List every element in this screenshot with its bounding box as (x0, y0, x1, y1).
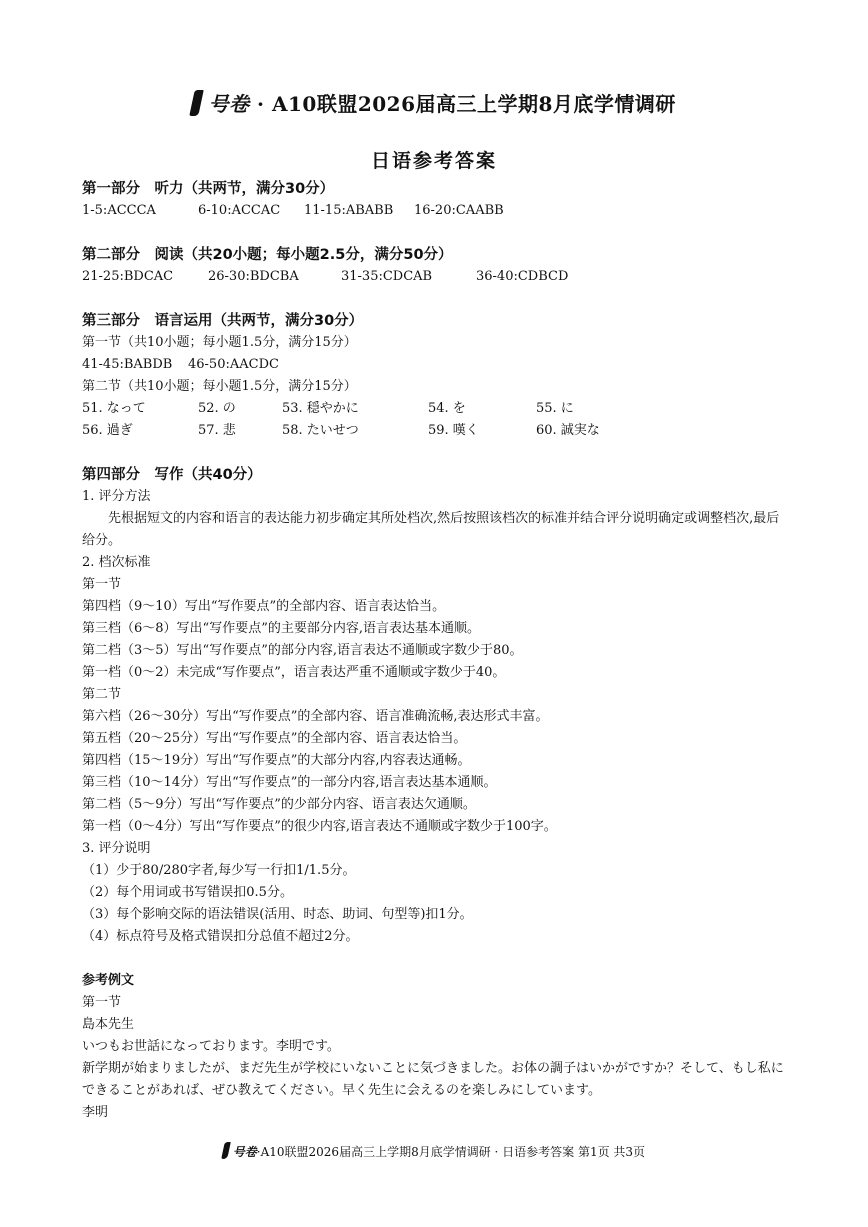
example-line1: いつもお世話になっております。李明です。 (82, 1039, 340, 1054)
level-item: 第一档（0～4分）写出“写作要点”的很少内容,语言表达不通顺或字数少于100字。 (82, 819, 557, 834)
answer-group: 41-45:BABDB (82, 357, 173, 372)
standard-section2-label: 第二节 (82, 687, 122, 702)
answer-item: 57. 悲 (198, 423, 236, 438)
answer-item: 53. 穏やかに (282, 401, 359, 416)
title-text: A10联盟2026届高三上学期8月底学情调研 (271, 92, 676, 116)
notes-title: 3. 评分说明 (82, 841, 151, 856)
answer-item: 55. に (536, 401, 574, 416)
part3-section2-label: 第二节（共10小题；每小题1.5分，满分15分） (82, 379, 357, 394)
footer-brand: 号卷 (232, 1145, 257, 1159)
answer-group: 36-40:CDBCD (476, 269, 569, 284)
content (82, 178, 792, 1124)
example-addressee: 島本先生 (82, 1017, 135, 1032)
level-item: 第六档（26～30分）写出“写作要点”的全部内容、语言准确流畅,表达形式丰富。 (82, 709, 549, 724)
level-item: 第四档（9～10）写出“写作要点”的全部内容、语言表达恰当。 (82, 599, 446, 614)
part3-section1-answers (82, 354, 792, 376)
answer-item: 58. たいせつ (282, 423, 359, 438)
answer-item: 51. なって (82, 401, 146, 416)
part3-heading: 第三部分 语言运用（共两节，满分30分） (82, 313, 364, 329)
level-item: 第四档（15～19分）写出“写作要点”的大部分内容,内容表达通畅。 (82, 753, 471, 768)
level-item: 第二档（3～5）写出“写作要点”的部分内容,语言表达不通顺或字数少于80。 (82, 643, 523, 658)
level-item: 第二档（5～9分）写出“写作要点”的少部分内容、语言表达欠通顺。 (82, 797, 476, 812)
part3-section2-row2 (82, 420, 792, 442)
answer-group: 11-15:ABABB (304, 203, 394, 218)
example-body: 新学期が始まりましたが、まだ先生が学校にいないことに気づきました。お体の調子はいかがですか？そして、もし私にできることがあれば、ぜひ教えてください。早く先生に会えるのを楽しみにしています。 (82, 1061, 784, 1098)
part3-section1-label: 第一节（共10小题；每小题1.5分，满分15分） (82, 335, 357, 350)
note-item: （1）少于80/280字者,每少写一行扣1/1.5分。 (82, 863, 356, 878)
brand-name: 号卷 (208, 92, 250, 116)
level-item: 第一档（0～2）未完成“写作要点”，语言表达严重不通顺或字数少于40。 (82, 665, 506, 680)
answer-group: 46-50:AACDC (188, 357, 279, 372)
document-subtitle: 日语参考答案 (370, 150, 497, 172)
level-item: 第三档（10～14分）写出“写作要点”的一部分内容,语言表达基本通顺。 (82, 775, 497, 790)
answer-group: 16-20:CAABB (414, 203, 504, 218)
footer-logo-icon (221, 1142, 231, 1159)
note-item: （4）标点符号及格式错误扣分总值不超过2分。 (82, 929, 359, 944)
example-section-label: 第一节 (82, 995, 122, 1010)
answer-group: 6-10:ACCAC (198, 203, 281, 218)
part1-heading: 第一部分 听力（共两节，满分30分） (82, 181, 335, 197)
footer-text: ·A10联盟2026届高三上学期8月底学情调研 · 日语参考答案 第1页 共3页 (256, 1145, 646, 1159)
example-signature: 李明 (82, 1105, 109, 1120)
answer-group: 26-30:BDCBA (208, 269, 299, 284)
answer-item: 59. 嘆く (428, 423, 479, 438)
answer-item: 60. 誠実な (536, 423, 600, 438)
example-heading: 参考例文 (82, 973, 135, 988)
answer-item: 56. 過ぎ (82, 423, 133, 438)
part2-answers (82, 266, 792, 288)
method-text: 先根据短文的内容和语言的表达能力初步确定其所处档次,然后按照该档次的标准并结合评分说明确定或调整档次,最后给分。 (82, 511, 780, 548)
answer-item: 52. の (198, 401, 236, 416)
standard-section1-label: 第一节 (82, 577, 122, 592)
brand-logo-icon (189, 90, 204, 116)
part1-answers (82, 200, 792, 222)
answer-group: 21-25:BDCAC (82, 269, 174, 284)
document-title (0, 88, 868, 117)
standard-title: 2. 档次标准 (82, 555, 151, 570)
method-title: 1. 评分方法 (82, 489, 151, 504)
answer-item: 54. を (428, 401, 466, 416)
part4-heading: 第四部分 写作（共40分） (82, 467, 262, 483)
answer-group: 31-35:CDCAB (341, 269, 433, 284)
page-footer (0, 1142, 868, 1160)
note-item: （2）每个用词或书写错误扣0.5分。 (82, 885, 293, 900)
part3-section2-row1 (82, 398, 792, 420)
level-item: 第三档（6～8）写出“写作要点”的主要部分内容,语言表达基本通顺。 (82, 621, 480, 636)
level-item: 第五档（20～25分）写出“写作要点”的全部内容、语言表达恰当。 (82, 731, 467, 746)
answer-group: 1-5:ACCCA (82, 203, 156, 218)
note-item: （3）每个影响交际的语法错误(活用、时态、助词、句型等)扣1分。 (82, 907, 473, 922)
part2-heading: 第二部分 阅读（共20小题；每小题2.5分，满分50分） (82, 247, 453, 263)
title-dot: · (257, 92, 265, 116)
